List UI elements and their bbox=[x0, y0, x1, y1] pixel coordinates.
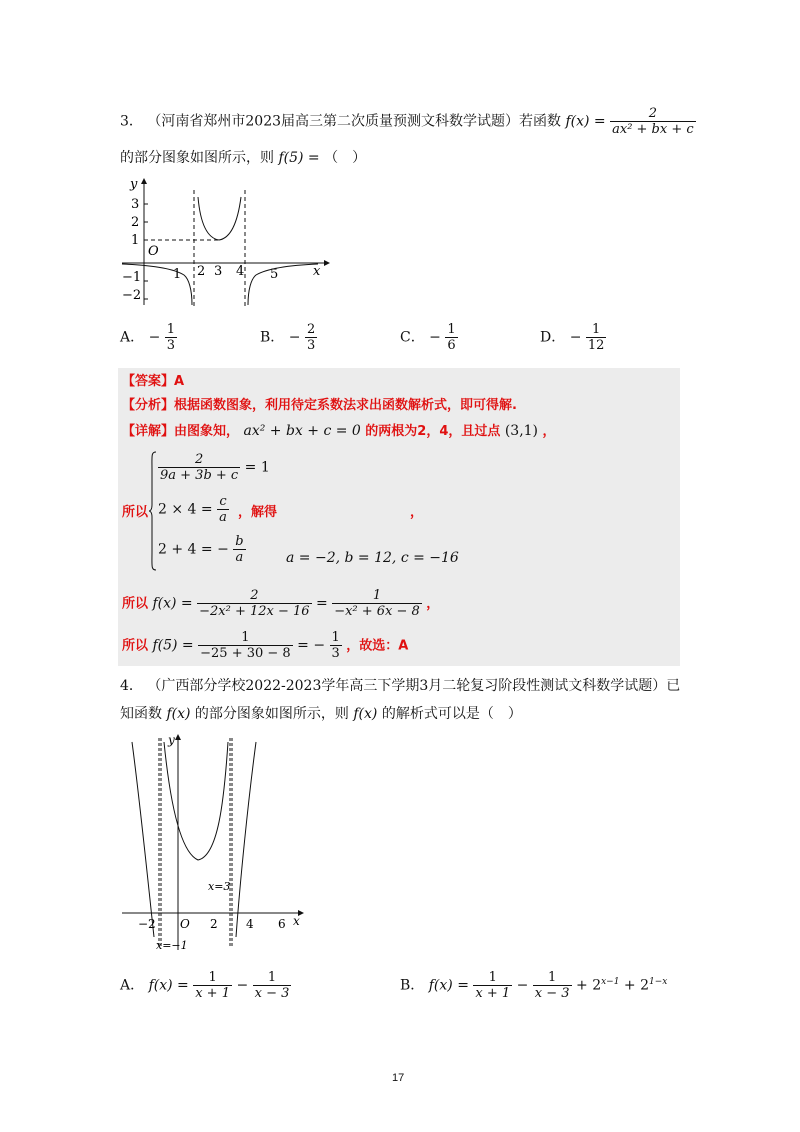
x-tick-2: 2 bbox=[210, 917, 218, 931]
x-tick-4: 4 bbox=[246, 917, 254, 931]
answer-label: 【答案】A bbox=[122, 374, 185, 389]
curve-middle-branch bbox=[164, 742, 228, 860]
x-tick-1: 1 bbox=[173, 267, 182, 282]
curve-right-branch bbox=[248, 264, 318, 305]
asymptote-left-label: x=−1 bbox=[156, 939, 188, 952]
question-source: （广西部分学校2022-2023学年高三下学期3月二轮复习阶段性测试文科数学试题）已 bbox=[147, 678, 681, 694]
question-number: 4． bbox=[120, 678, 143, 694]
x-tick-4: 4 bbox=[236, 264, 245, 279]
y-tick-1: 1 bbox=[131, 233, 140, 248]
solved-comma: ， bbox=[410, 505, 424, 520]
system-brace bbox=[148, 450, 158, 572]
q4-option-b[interactable]: B． f(x) = $\frac{1}{x + 1}$ − $\frac{1}{x - 3}$ + $2^{x-1} + 2^{1-x}$ bbox=[400, 970, 668, 1001]
question-4-graph bbox=[118, 732, 313, 954]
detail-line: 【详解】由图象知， ax² + bx + c = 0 的两根为2，4，且过点 (3,1) ， bbox=[122, 423, 556, 439]
curve-middle-branch bbox=[198, 197, 241, 240]
option-a[interactable]: A． − $\frac{1}{3}$ bbox=[120, 322, 176, 353]
y-tick-neg2: −2 bbox=[122, 288, 142, 303]
question-4-header bbox=[120, 676, 680, 696]
function-lhs: f(x) = bbox=[565, 113, 606, 130]
origin-label: O bbox=[180, 917, 190, 931]
page-number: 17 bbox=[392, 1072, 405, 1084]
function-fraction: $\frac{2}{\text{ax² + bx + c}}$ bbox=[612, 106, 694, 137]
x-axis-label: x bbox=[313, 264, 321, 279]
option-b[interactable]: B． − $\frac{2}{3}$ bbox=[260, 322, 316, 353]
x-tick-3: 3 bbox=[214, 264, 223, 279]
f5-result-line: 所以 f(5) = $\frac{1}{-25 + 30 - 8}$ = − $\frac{1}{3}$ ，故选：A bbox=[122, 630, 409, 661]
y-tick-neg1: −1 bbox=[122, 270, 142, 285]
x-tick-5: 5 bbox=[270, 267, 279, 282]
x-axis-arrow bbox=[324, 260, 330, 266]
system-eq-2: 2 × 4 = $\frac{c}{a}$ bbox=[158, 494, 227, 525]
y-tick-2: 2 bbox=[131, 215, 140, 230]
y-axis-label: y bbox=[130, 177, 138, 192]
y-axis-arrow bbox=[175, 734, 181, 740]
analysis-text: 【分析】根据函数图象，利用待定系数法求出函数解析式，即可得解. bbox=[122, 398, 517, 413]
solved-label: ，解得 bbox=[238, 505, 278, 520]
question-3-graph bbox=[118, 175, 333, 310]
question-4-line2: 知函数 f(x) 的部分图象如图所示，则 f(x) 的解析式可以是（ ） bbox=[120, 706, 522, 722]
x-axis-label: x bbox=[293, 914, 300, 928]
question-source: （河南省郑州市2023届高三第二次质量预测文科数学试题）若函数 bbox=[147, 113, 562, 130]
question-number: 3． bbox=[120, 113, 143, 130]
so-label-1: 所以 bbox=[122, 505, 149, 520]
origin-label: O bbox=[148, 244, 159, 259]
asymptote-right-label: x=3 bbox=[208, 880, 231, 893]
fx-result-line: 所以 f(x) = $\frac{2}{\text{−2x² + 12x − 16}}$ = $\frac{1}{\text{−x² + 6x − 8}}$ ， bbox=[122, 588, 440, 619]
system-eq-1: $\frac{2}{9a + 3b + c}$ = 1 bbox=[160, 452, 270, 483]
x-tick-neg2: −2 bbox=[138, 917, 156, 931]
question-3-line2: 的部分图象如图所示，则 f(5) = （ ） bbox=[120, 150, 367, 166]
y-axis-label: y bbox=[168, 733, 175, 747]
x-tick-6: 6 bbox=[278, 917, 286, 931]
curve-right-branch bbox=[236, 742, 256, 937]
option-d[interactable]: D． − $\frac{1}{12}$ bbox=[540, 322, 605, 353]
y-axis-arrow bbox=[141, 178, 147, 184]
option-c[interactable]: C． − $\frac{1}{6}$ bbox=[400, 322, 456, 353]
solved-result: a = −2, b = 12, c = −16 bbox=[286, 550, 459, 566]
y-tick-3: 3 bbox=[131, 197, 140, 212]
question-3-header bbox=[120, 106, 696, 137]
x-tick-2: 2 bbox=[197, 264, 206, 279]
q4-option-a[interactable]: A． f(x) = $\frac{1}{x + 1}$ − $\frac{1}{x - 3}$ bbox=[120, 970, 290, 1001]
curve-left-branch bbox=[132, 742, 154, 937]
system-eq-3: 2 + 4 = − $\frac{b}{a}$ bbox=[158, 534, 244, 565]
